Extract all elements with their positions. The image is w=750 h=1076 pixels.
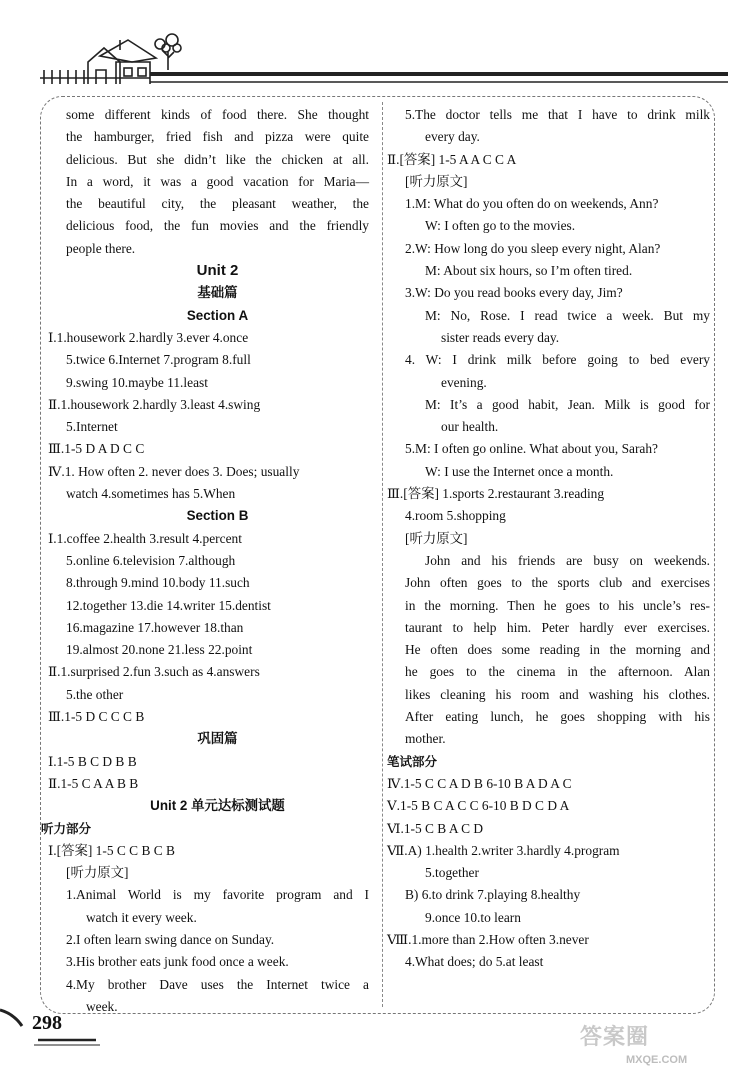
text-line: delicious food, the fun movies and the friendly — [66, 218, 369, 234]
text-line: 4.My brother Dave uses the Internet twice a — [66, 976, 369, 992]
text-line: 8.through 9.mind 10.body 11.such — [66, 575, 250, 591]
text-line: 巩固篇 — [197, 731, 238, 747]
text-line: 听力部分 — [41, 820, 92, 836]
text-line: M: It’s a good habit, Jean. Milk is good for — [425, 396, 710, 412]
text-line: the beautiful city, the pleasant weather, the — [66, 196, 369, 212]
text-line: 16.magazine 17.however 18.than — [66, 619, 244, 635]
text-line: week. — [86, 998, 118, 1014]
text-line: our health. — [441, 419, 499, 435]
right-column — [387, 104, 710, 974]
watermark-logo: 答案圈 — [580, 1024, 650, 1049]
text-line: 4. W: I drink milk before going to bed every — [405, 352, 710, 368]
column-divider — [382, 102, 383, 1007]
text-line: 2.W: How long do you sleep every night, Alan? — [405, 240, 661, 256]
text-line: Unit 2 — [196, 262, 239, 280]
text-line: 5.twice 6.Internet 7.program 8.full — [66, 352, 251, 368]
text-line: 1.Animal World is my favorite program and I — [66, 887, 369, 903]
text-line: Ⅲ.1-5 D A D C C — [48, 441, 145, 457]
text-line: Ⅰ.1.coffee 2.health 3.result 4.percent — [48, 530, 242, 546]
text-line: 笔试部分 — [387, 753, 438, 769]
text-line: Ⅳ.1-5 C C A D B 6-10 B A D A C — [387, 775, 572, 791]
text-line: 5.The doctor tells me that I have to drink milk — [405, 107, 710, 122]
text-line: 9.once 10.to learn — [425, 909, 521, 925]
text-line: 5.online 6.television 7.although — [66, 552, 236, 568]
text-line: 5.Internet — [66, 419, 118, 435]
text-line: John often goes to the sports club and exercises — [405, 575, 710, 591]
left-column — [41, 104, 369, 1018]
text-line: Ⅷ.1.more than 2.How often 3.never — [387, 931, 589, 947]
text-line: he goes to the cinema in the afternoon. Alan — [405, 664, 710, 680]
text-line: people there. — [66, 240, 136, 256]
text-line: [听力原文] — [405, 530, 468, 546]
text-line: M: About six hours, so I’m often tired. — [425, 263, 633, 279]
text-line: Ⅰ.[答案] 1-5 C C B C B — [48, 842, 175, 858]
text-line: Ⅲ.[答案] 1.sports 2.restaurant 3.reading — [387, 486, 605, 502]
text-line: watch it every week. — [86, 909, 197, 925]
text-line: Ⅵ.1-5 C B A C D — [387, 820, 484, 836]
text-line: Ⅱ.[答案] 1-5 A A C C A — [387, 151, 517, 167]
header-decoration — [0, 0, 750, 100]
text-line: Ⅳ.1. How often 2. never does 3. Does; usually — [48, 463, 300, 479]
text-line: M: No, Rose. I read twice a week. But my — [425, 307, 710, 323]
text-line: Ⅲ.1-5 D C C C B — [48, 709, 145, 725]
page-number: 298 — [32, 1012, 62, 1034]
text-line: 4.What does; do 5.at least — [405, 954, 544, 970]
text-line: W: I use the Internet once a month. — [425, 463, 614, 479]
text-line: In a word, it was a good vacation for Maria— — [66, 173, 369, 189]
text-line: evening. — [441, 374, 487, 390]
watermark-url: MXQE.COM — [626, 1054, 688, 1066]
text-line: [听力原文] — [66, 865, 129, 881]
text-line: watch 4.sometimes has 5.When — [66, 486, 236, 502]
text-line: [听力原文] — [405, 173, 468, 189]
text-line: 5.the other — [66, 686, 124, 702]
text-line: in the morning. Then he goes to his uncle’s res- — [405, 597, 710, 613]
text-line: sister reads every day. — [441, 329, 560, 345]
text-line: Ⅱ.1.housework 2.hardly 3.least 4.swing — [48, 396, 261, 412]
text-line: likes cleaning his room and washing his clothes. — [405, 686, 710, 702]
text-line: 19.almost 20.none 21.less 22.point — [66, 642, 253, 658]
text-line: taurant to help him. Peter hardly ever exercises. — [405, 619, 710, 635]
text-line: 9.swing 10.maybe 11.least — [66, 374, 208, 390]
text-line: Ⅱ.1-5 C A A B B — [48, 775, 139, 791]
text-line: the hamburger, fried fish and pizza were quite — [66, 129, 369, 145]
text-line: 基础篇 — [197, 285, 238, 301]
text-line: He often does some reading in the morning and — [405, 642, 710, 658]
text-line: 5.together — [425, 865, 479, 881]
text-line: Section A — [186, 307, 249, 323]
text-line: W: I often go to the movies. — [425, 218, 576, 234]
text-line: 1.M: What do you often do on weekends, Ann? — [405, 196, 659, 212]
text-line: 2.I often learn swing dance on Sunday. — [66, 931, 275, 947]
text-line: 3.W: Do you read books every day, Jim? — [405, 285, 623, 301]
text-line: delicious. But she didn’t like the chicken at all. — [66, 151, 369, 167]
text-line: some different kinds of food there. She thought — [66, 107, 369, 122]
text-line: 12.together 13.die 14.writer 15.dentist — [66, 597, 271, 613]
text-line: After eating lunch, he goes shopping with his — [405, 709, 710, 725]
text-line: John and his friends are busy on weekends. — [425, 552, 710, 568]
text-line: 3.His brother eats junk food once a week. — [66, 954, 289, 970]
text-line: 5.M: I often go online. What about you, Sarah? — [405, 441, 659, 457]
text-line: Unit 2 单元达标测试题 — [150, 798, 285, 814]
text-line: Ⅴ.1-5 B C A C C 6-10 B D C D A — [387, 798, 570, 814]
text-line: mother. — [405, 731, 446, 747]
text-line: Ⅰ.1-5 B C D B B — [48, 753, 137, 769]
text-line: 4.room 5.shopping — [405, 508, 506, 524]
text-line: Section B — [186, 508, 249, 524]
text-line: Ⅶ.A) 1.health 2.writer 3.hardly 4.program — [387, 842, 620, 858]
text-line: Ⅰ.1.housework 2.hardly 3.ever 4.once — [48, 329, 249, 345]
text-line: Ⅱ.1.surprised 2.fun 3.such as 4.answers — [48, 664, 260, 680]
text-line: every day. — [425, 129, 480, 145]
text-line: B) 6.to drink 7.playing 8.healthy — [405, 887, 581, 903]
